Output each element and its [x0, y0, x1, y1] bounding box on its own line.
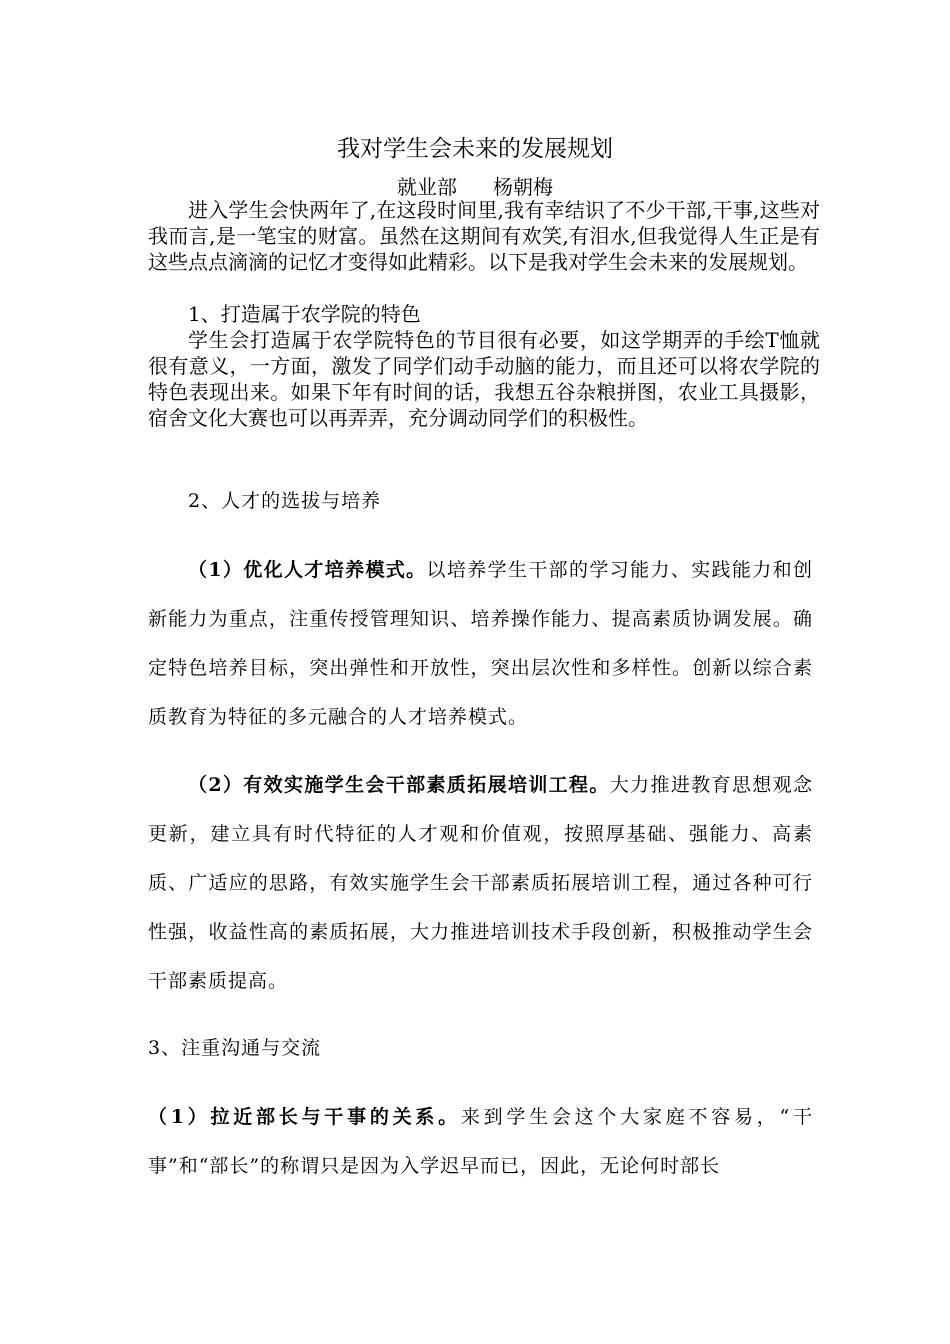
section2-p2-lead: （2）有效实施学生会干部素质拓展培训工程。: [188, 774, 610, 796]
document-title: 我对学生会未来的发展规划: [337, 136, 613, 162]
section3-p1-lead: （1）拉近部长与干事的关系。: [148, 1106, 461, 1128]
section3-heading: 3、注重沟通与交流: [148, 1037, 322, 1059]
section3-paragraph-1: [148, 1093, 813, 1191]
section3-p1-body: 来到学生会这个大家庭不容易，“干事”和“部长”的称谓只是因为入学迟早而已，因此，无论何时部长: [148, 1106, 813, 1177]
section2-paragraph-2: [148, 761, 813, 1006]
section1-heading: 1、打造属于农学院的特色: [188, 302, 421, 326]
author-name: 杨朝梅: [493, 175, 553, 199]
intro-paragraph: 进入学生会快两年了,在这段时间里,我有幸结识了不少干部,干事,这些对我而言,是一笔宝的财富。虽然在这期间有欢笑,有泪水,但我觉得人生正是有这些点点滴滴的记忆才变得如此精彩。以下是我对学生会未来的发展规划。: [148, 198, 820, 274]
section2-p1-body: 以培养学生干部的学习能力、实践能力和创新能力为重点，注重传授管理知识、培养操作能力、提高素质协调发展。确定特色培养目标，突出弹性和开放性，突出层次性和多样性。创新以综合素质教育为特征的多元融合的人才培养模式。: [148, 559, 813, 728]
section2-p2-body: 大力推进教育思想观念更新，建立具有时代特征的人才观和价值观，按照厚基础、强能力、高素质、广适应的思路，有效实施学生会干部素质拓展培训工程，通过各种可行性强，收益性高的素质拓展，大力推进培训技术手段创新，积极推动学生会干部素质提高。: [148, 774, 813, 992]
section2-paragraph-1: [148, 546, 813, 742]
section1-paragraph: 学生会打造属于农学院特色的节目很有必要，如这学期弄的手绘T恤就很有意义，一方面，激发了同学们动手动脑的能力，而且还可以将农学院的特色表现出来。如果下年有时间的话，我想五谷杂粮拼图，农业工具摄影，宿舍文化大赛也可以再弄弄，充分调动同学们的积极性。: [148, 328, 820, 430]
author-department: 就业部: [397, 175, 457, 199]
section2-p1-lead: （1）优化人才培养模式。: [188, 559, 427, 581]
section2-heading: 2、人才的选拔与培养: [188, 490, 382, 512]
